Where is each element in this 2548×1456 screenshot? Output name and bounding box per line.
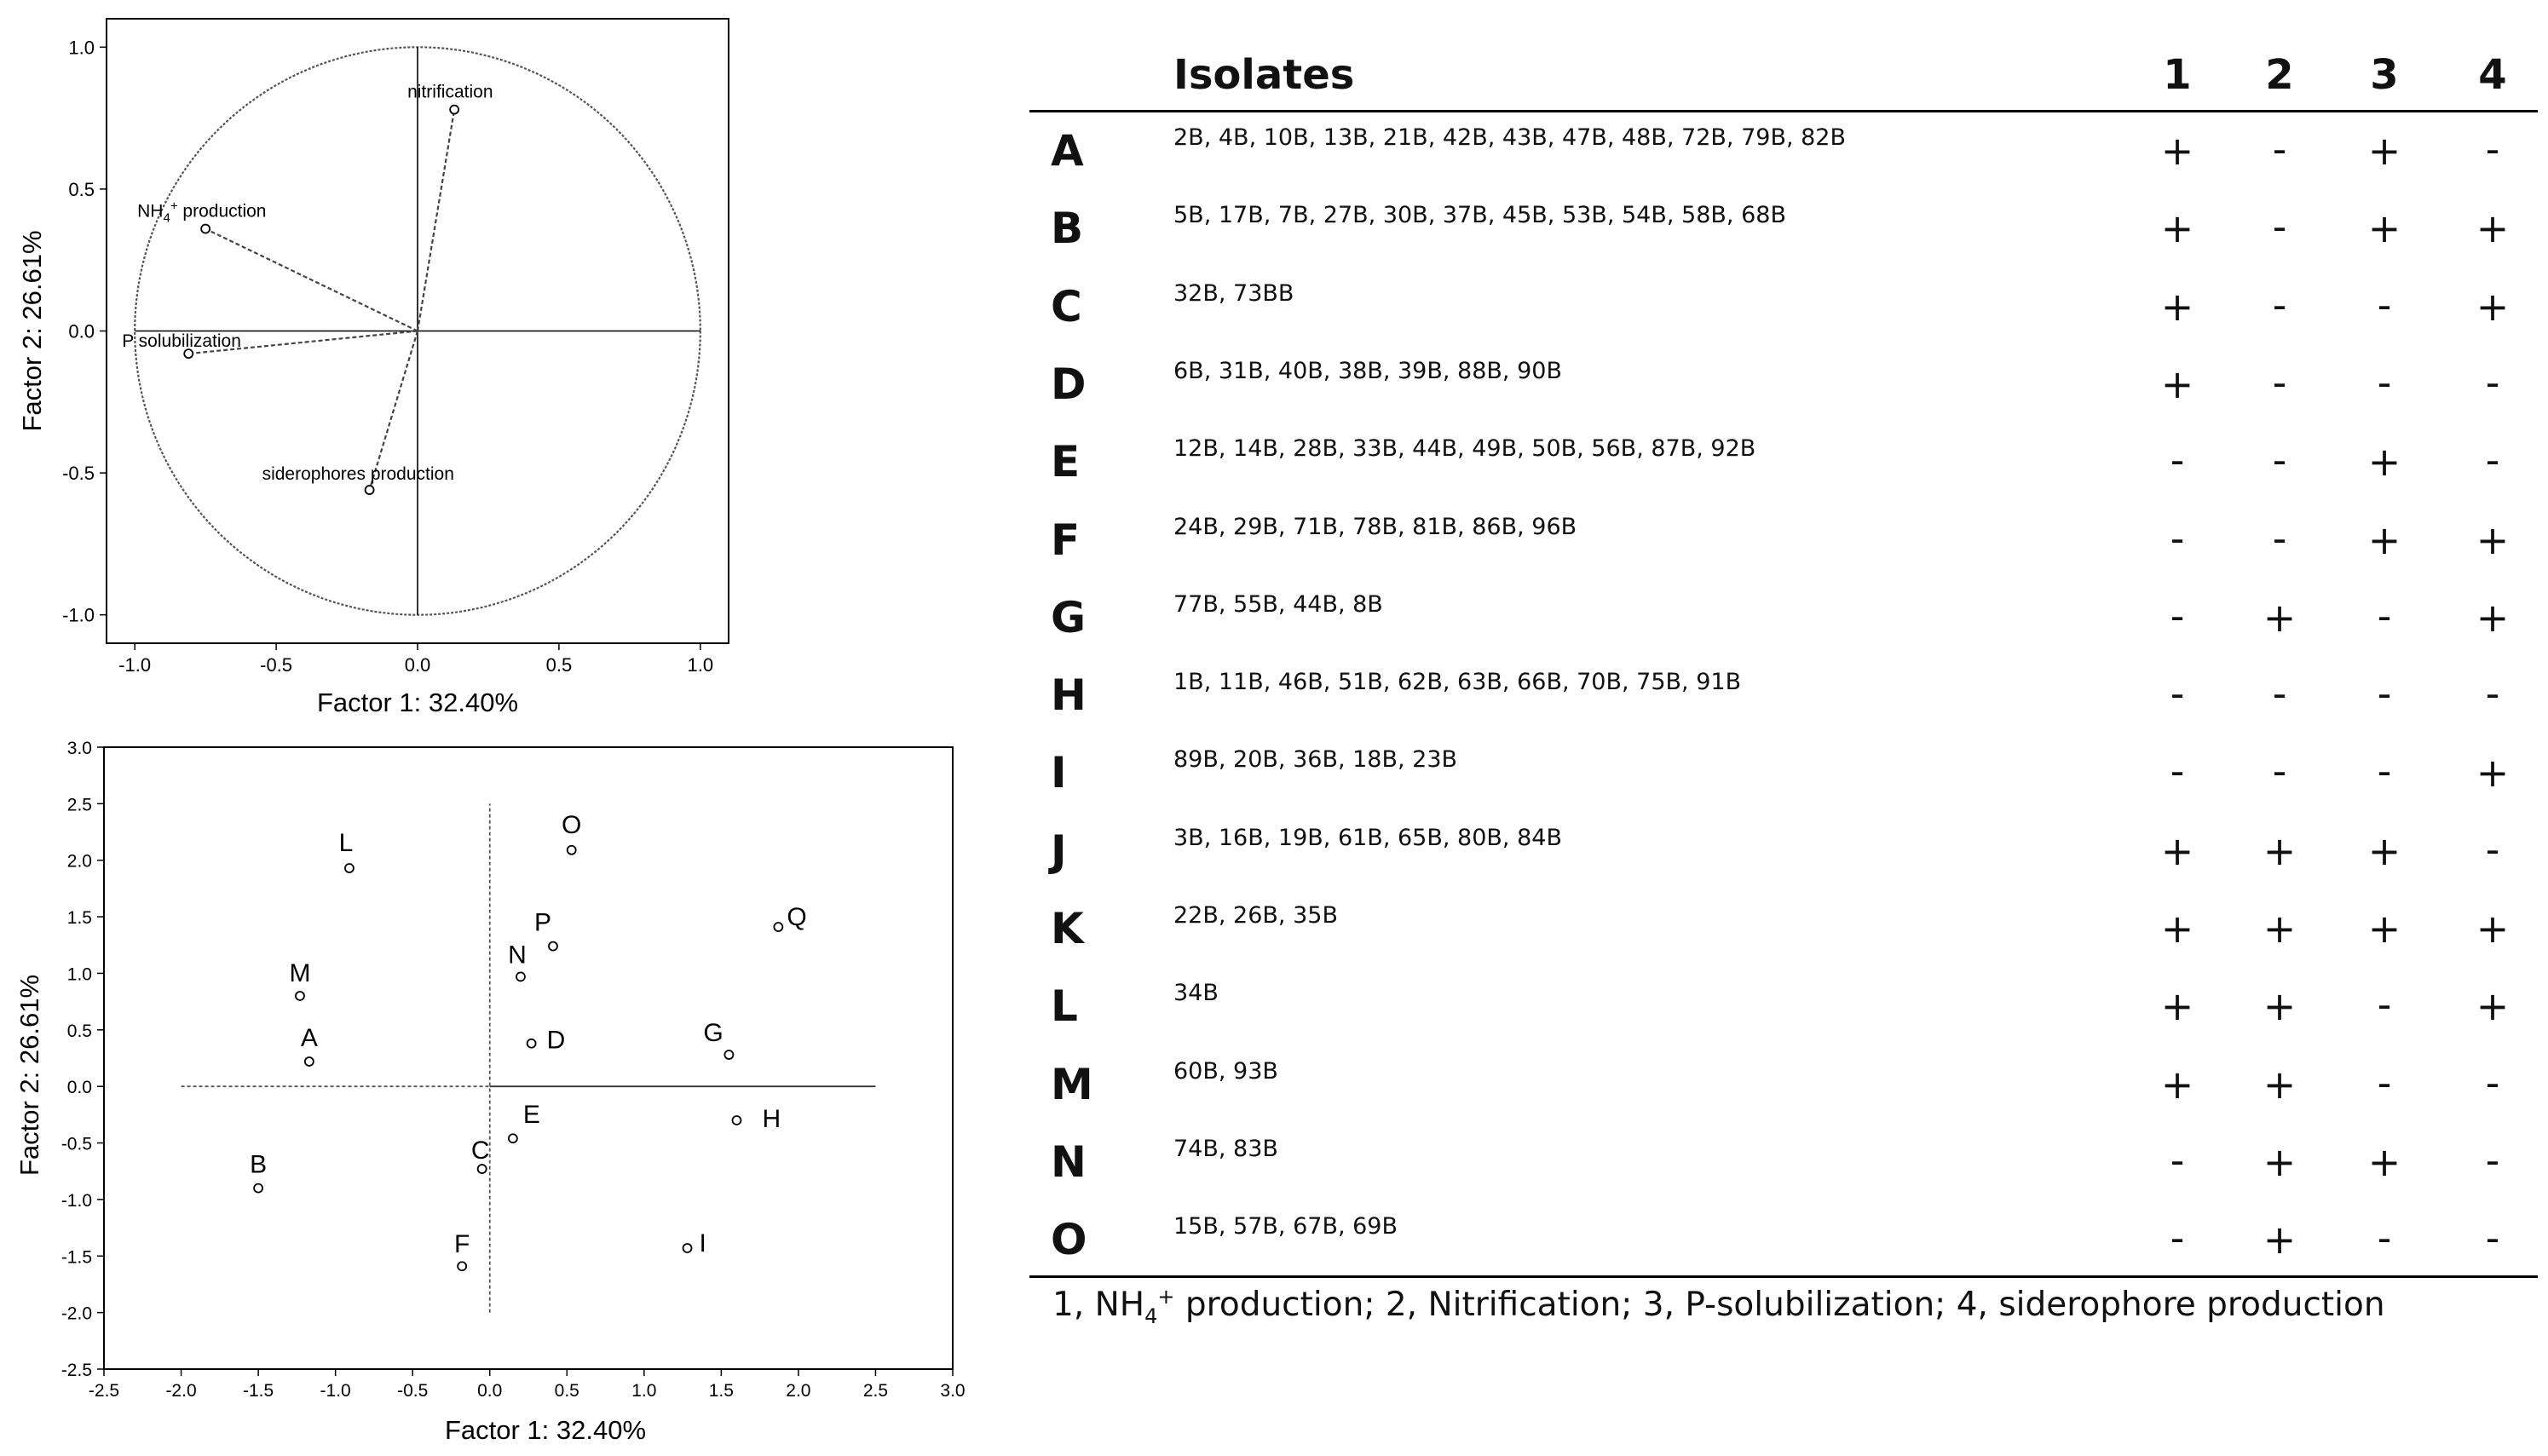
table-header-col-1: 1 xyxy=(2163,51,2192,99)
y-tick-label: 2.5 xyxy=(66,795,92,815)
score-point xyxy=(305,1057,314,1066)
x-tick-label: -1.0 xyxy=(320,1381,351,1401)
y-tick-label: -1.0 xyxy=(62,604,95,626)
row-mark-col-4: - xyxy=(2485,826,2500,872)
row-mark-col-4: - xyxy=(2485,1215,2500,1262)
row-group-letter: O xyxy=(1051,1215,1087,1265)
x-tick-label: 0.0 xyxy=(477,1381,503,1401)
score-point xyxy=(549,942,557,951)
y-axis-title: Factor 2: 26.61% xyxy=(14,974,44,1177)
x-tick-label: 0.5 xyxy=(545,654,573,676)
row-isolates: 24B, 29B, 71B, 78B, 81B, 86B, 96B xyxy=(1173,513,1577,540)
loading-vector xyxy=(205,229,418,331)
table-header-col-2: 2 xyxy=(2265,51,2294,99)
row-group-letter: F xyxy=(1051,515,1081,565)
y-tick-label: 1.0 xyxy=(66,964,92,985)
score-point xyxy=(509,1134,517,1142)
x-tick-label: 1.0 xyxy=(687,654,714,676)
score-point-label: O xyxy=(562,810,582,839)
correlation-circle-chart xyxy=(0,0,1006,733)
loading-label: $NH_4^+$ production xyxy=(137,199,267,226)
row-mark-col-3: + xyxy=(2367,1138,2401,1185)
footnote-superscript: + xyxy=(1157,1285,1175,1309)
row-mark-col-2: + xyxy=(2263,594,2297,641)
row-mark-col-3: - xyxy=(2377,748,2392,795)
score-point xyxy=(568,846,576,855)
row-mark-col-3: + xyxy=(2367,516,2401,563)
loading-label: siderophores production xyxy=(262,464,454,485)
row-mark-col-4: - xyxy=(2485,359,2500,406)
row-mark-col-3: + xyxy=(2367,128,2401,174)
plot-frame xyxy=(104,747,953,1369)
row-mark-col-1: + xyxy=(2160,283,2194,330)
pca-score-plot xyxy=(0,728,1006,1456)
score-point xyxy=(478,1165,487,1173)
loading-label: nitrification xyxy=(407,82,493,102)
row-mark-col-1: + xyxy=(2160,1061,2194,1108)
row-mark-col-4: + xyxy=(2476,516,2510,563)
row-mark-col-1: + xyxy=(2160,827,2194,874)
x-tick-label: 3.0 xyxy=(940,1381,966,1401)
row-mark-col-2: - xyxy=(2272,515,2287,561)
row-mark-col-3: - xyxy=(2377,1059,2392,1106)
y-tick-label: -0.5 xyxy=(61,1134,92,1154)
y-tick-label: -2.5 xyxy=(61,1361,92,1380)
row-isolates: 34B xyxy=(1173,980,1219,1007)
x-tick-label: 2.0 xyxy=(786,1381,811,1401)
loading-vector xyxy=(418,110,454,331)
row-mark-col-2: - xyxy=(2272,437,2287,484)
x-tick-label: -1.5 xyxy=(242,1381,274,1401)
y-tick-label: 0.5 xyxy=(68,178,95,200)
x-tick-label: -1.0 xyxy=(118,654,152,676)
score-point xyxy=(774,923,782,931)
row-isolates: 5B, 17B, 7B, 27B, 30B, 37B, 45B, 53B, 54B, 58B, 68B xyxy=(1173,202,1786,229)
score-point-label: L xyxy=(338,829,354,858)
x-tick-label: 0.0 xyxy=(404,654,431,676)
row-mark-col-4: + xyxy=(2476,750,2510,797)
loading-point xyxy=(201,225,210,233)
score-point-label: I xyxy=(699,1229,706,1257)
row-mark-col-4: - xyxy=(2485,1137,2500,1183)
row-mark-col-1: + xyxy=(2160,360,2194,407)
row-mark-col-1: - xyxy=(2170,592,2185,639)
row-mark-col-4: - xyxy=(2485,437,2500,484)
loading-label: P solubilization xyxy=(122,331,241,352)
y-tick-label: 1.5 xyxy=(66,908,92,929)
score-point-label: M xyxy=(289,959,311,987)
score-point-label: C xyxy=(470,1137,490,1165)
footnote-subscript: 4 xyxy=(1144,1303,1158,1328)
row-mark-col-2: + xyxy=(2263,1138,2297,1185)
row-mark-col-3: - xyxy=(2377,1215,2392,1262)
y-tick-label: 3.0 xyxy=(66,739,92,758)
score-point xyxy=(527,1039,536,1048)
table-top-rule xyxy=(1029,110,2538,112)
row-group-letter: I xyxy=(1051,748,1067,798)
x-tick-label: -2.0 xyxy=(165,1381,197,1401)
row-mark-col-1: - xyxy=(2170,748,2185,795)
row-isolates: 74B, 83B xyxy=(1173,1135,1278,1162)
row-mark-col-3: + xyxy=(2367,906,2401,952)
table-header-col-4: 4 xyxy=(2478,51,2507,99)
score-point-label: A xyxy=(300,1023,318,1052)
y-tick-label: 1.0 xyxy=(68,37,95,59)
row-mark-col-1: - xyxy=(2170,1215,2185,1262)
score-point xyxy=(296,992,304,1000)
score-point xyxy=(732,1116,741,1125)
row-mark-col-2: + xyxy=(2263,1217,2297,1263)
row-mark-col-4: - xyxy=(2485,1059,2500,1106)
score-point xyxy=(254,1184,262,1193)
y-tick-label: 2.0 xyxy=(66,851,92,872)
row-group-letter: N xyxy=(1051,1137,1087,1187)
row-mark-col-1: - xyxy=(2170,515,2185,561)
row-mark-col-2: + xyxy=(2263,983,2297,1030)
y-tick-label: 0.5 xyxy=(66,1021,92,1041)
x-tick-label: -0.5 xyxy=(260,654,293,676)
x-tick-label: -0.5 xyxy=(397,1381,429,1401)
row-mark-col-4: + xyxy=(2476,594,2510,641)
score-point-label: G xyxy=(703,1019,723,1048)
y-tick-label: -1.0 xyxy=(61,1190,92,1211)
row-isolates: 32B, 73BB xyxy=(1173,279,1294,307)
x-tick-label: 1.5 xyxy=(708,1381,734,1401)
table-bottom-rule xyxy=(1029,1275,2538,1278)
score-point-label: N xyxy=(508,941,527,970)
row-group-letter: D xyxy=(1051,359,1087,409)
row-mark-col-1: - xyxy=(2170,1137,2185,1183)
row-group-letter: B xyxy=(1051,204,1084,254)
row-mark-col-4: - xyxy=(2485,670,2500,717)
row-mark-col-2: - xyxy=(2272,204,2287,250)
row-mark-col-2: - xyxy=(2272,670,2287,717)
row-mark-col-4: + xyxy=(2476,983,2510,1030)
score-point-label: H xyxy=(762,1105,781,1133)
row-group-letter: G xyxy=(1051,592,1087,642)
row-isolates: 60B, 93B xyxy=(1173,1057,1278,1085)
row-group-letter: L xyxy=(1051,981,1078,1032)
row-group-letter: E xyxy=(1051,437,1081,487)
row-mark-col-3: + xyxy=(2367,827,2401,874)
footnote-text-end: production; 2, Nitrification; 3, P-solubilization; 4, siderophore production xyxy=(1174,1286,2385,1324)
row-isolates: 89B, 20B, 36B, 18B, 23B xyxy=(1173,746,1458,774)
row-group-letter: H xyxy=(1051,670,1087,721)
score-point-label: B xyxy=(250,1150,268,1179)
row-mark-col-1: + xyxy=(2160,906,2194,952)
score-point xyxy=(683,1244,692,1252)
row-isolates: 6B, 31B, 40B, 38B, 39B, 88B, 90B xyxy=(1173,357,1562,384)
score-point xyxy=(724,1050,733,1059)
row-isolates: 22B, 26B, 35B xyxy=(1173,902,1338,929)
isolates-table xyxy=(1027,0,2548,1456)
y-tick-label: 0.0 xyxy=(66,1078,92,1098)
row-group-letter: K xyxy=(1051,904,1084,953)
row-mark-col-4: + xyxy=(2476,906,2510,952)
y-axis-title: Factor 2: 26.61% xyxy=(17,230,47,432)
y-tick-label: -0.5 xyxy=(62,463,95,485)
row-mark-col-3: - xyxy=(2377,281,2392,328)
row-mark-col-3: - xyxy=(2377,981,2392,1028)
row-mark-col-1: + xyxy=(2160,983,2194,1030)
score-point xyxy=(516,972,525,981)
y-tick-label: 0.0 xyxy=(68,320,95,342)
row-mark-col-2: + xyxy=(2263,906,2297,952)
row-mark-col-3: - xyxy=(2377,670,2392,717)
score-point-label: E xyxy=(522,1101,540,1130)
row-mark-col-4: + xyxy=(2476,283,2510,330)
x-tick-label: 0.5 xyxy=(554,1381,579,1401)
row-mark-col-1: - xyxy=(2170,437,2185,484)
row-isolates: 15B, 57B, 67B, 69B xyxy=(1173,1213,1398,1240)
row-mark-col-3: + xyxy=(2367,439,2401,486)
row-isolates: 3B, 16B, 19B, 61B, 65B, 80B, 84B xyxy=(1173,824,1562,851)
row-mark-col-1: - xyxy=(2170,670,2185,717)
score-point-label: P xyxy=(533,908,551,937)
row-mark-col-2: - xyxy=(2272,281,2287,328)
row-isolates: 12B, 14B, 28B, 33B, 44B, 49B, 50B, 56B, 87B, 92B xyxy=(1173,435,1756,463)
loading-point xyxy=(450,106,458,114)
table-header-col-3: 3 xyxy=(2370,51,2399,99)
row-mark-col-2: + xyxy=(2263,827,2297,874)
row-mark-col-3: + xyxy=(2367,205,2401,252)
score-point xyxy=(458,1262,466,1270)
loading-point xyxy=(366,486,374,494)
row-mark-col-4: - xyxy=(2485,126,2500,172)
x-tick-label: 1.0 xyxy=(631,1381,657,1401)
footnote-text-start: 1, NH xyxy=(1052,1286,1145,1324)
y-tick-label: -2.0 xyxy=(61,1303,92,1324)
row-mark-col-2: + xyxy=(2263,1061,2297,1108)
row-group-letter: A xyxy=(1051,126,1084,176)
row-mark-col-4: + xyxy=(2476,205,2510,252)
x-axis-title: Factor 1: 32.40% xyxy=(316,688,519,717)
table-header-isolates: Isolates xyxy=(1173,51,1355,99)
row-group-letter: M xyxy=(1051,1059,1093,1109)
row-isolates: 1B, 11B, 46B, 51B, 62B, 63B, 66B, 70B, 75B, 91B xyxy=(1173,669,1742,696)
x-axis-title: Factor 1: 32.40% xyxy=(444,1415,647,1445)
row-mark-col-3: - xyxy=(2377,592,2392,639)
row-mark-col-3: - xyxy=(2377,359,2392,406)
score-point-label: F xyxy=(453,1230,470,1259)
score-point-label: D xyxy=(546,1026,566,1055)
x-tick-label: -2.5 xyxy=(88,1381,120,1401)
row-group-letter: C xyxy=(1051,281,1082,331)
y-tick-label: -1.5 xyxy=(61,1247,92,1268)
row-mark-col-2: - xyxy=(2272,748,2287,795)
row-isolates: 77B, 55B, 44B, 8B xyxy=(1173,590,1383,618)
row-mark-col-2: - xyxy=(2272,126,2287,172)
x-tick-label: 2.5 xyxy=(862,1381,889,1401)
row-mark-col-1: + xyxy=(2160,128,2194,174)
score-point-label: Q xyxy=(787,903,807,932)
row-isolates: 2B, 4B, 10B, 13B, 21B, 42B, 43B, 47B, 48B, 72B, 79B, 82B xyxy=(1173,124,1847,151)
row-mark-col-2: - xyxy=(2272,359,2287,406)
row-group-letter: J xyxy=(1051,826,1067,876)
score-point xyxy=(345,864,354,872)
table-footnote xyxy=(1052,1285,2385,1328)
row-mark-col-1: + xyxy=(2160,205,2194,252)
